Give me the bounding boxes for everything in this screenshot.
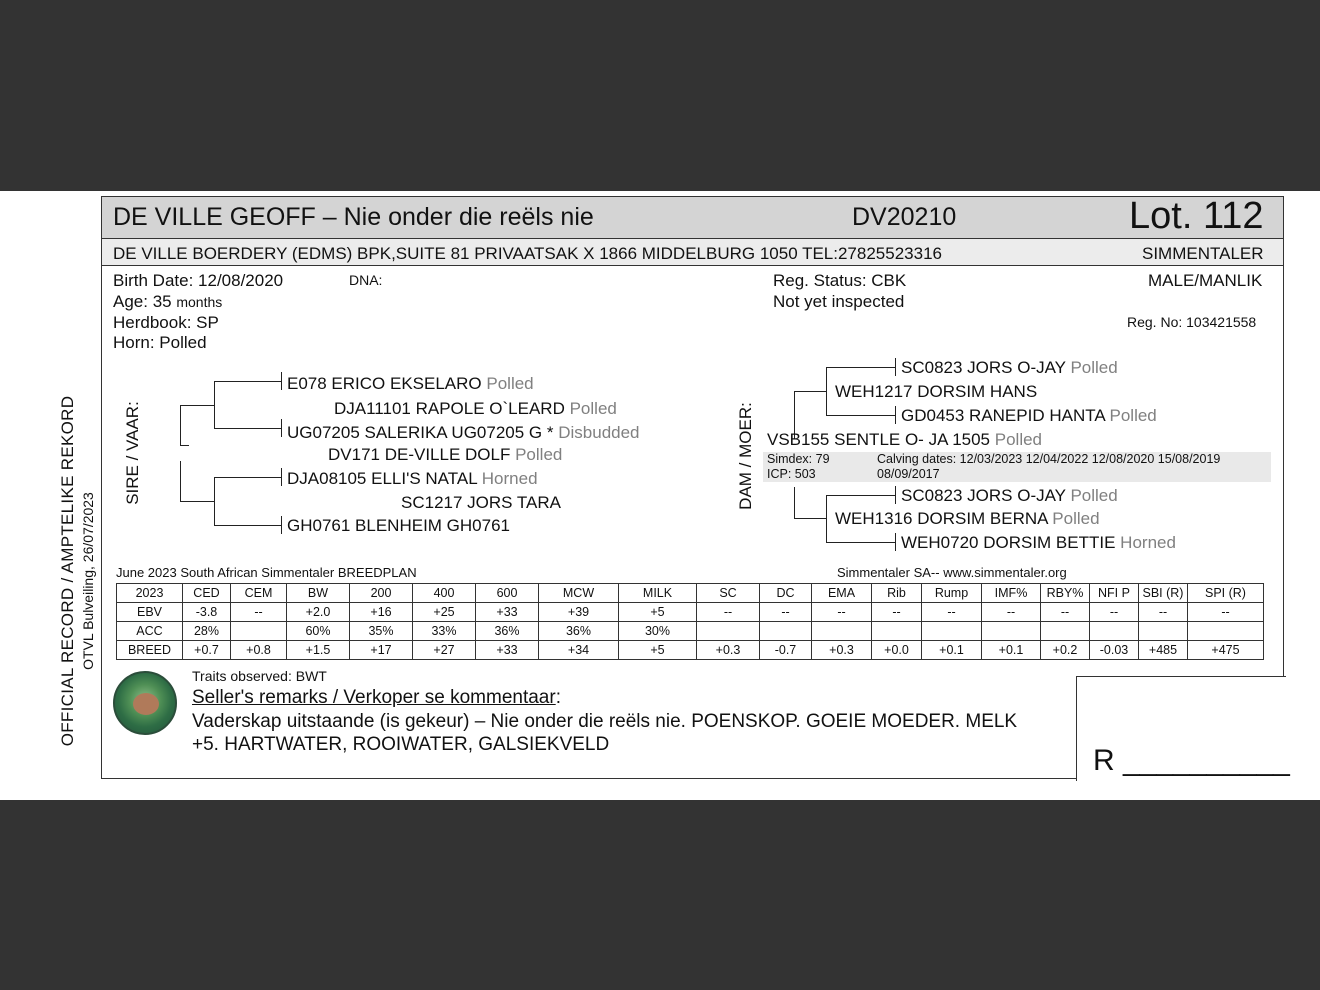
ebv-cell: +34 [539,641,619,660]
ebv-cell: +0.3 [697,641,760,660]
ebv-cell: 36% [476,622,539,641]
ebv-cell [1188,622,1264,641]
ebv-cell [1090,622,1139,641]
icp: ICP: 503 [767,467,816,481]
lot-number: Lot. 112 [1129,195,1264,237]
ebv-cell: +0.1 [982,641,1041,660]
ebv-table [116,583,1264,660]
ebv-cell: -0.7 [760,641,812,660]
remarks-line-2: +5. HARTWATER, ROOIWATER, GALSIEKVELD [192,734,610,755]
breedplan-caption: June 2023 South African Simmentaler BREEDPLAN [116,565,417,580]
ebv-cell: +0.7 [183,641,231,660]
ebv-cell: -3.8 [183,603,231,622]
ebv-cell: SPI (R) [1188,584,1264,603]
ebv-cell: +5 [619,603,697,622]
ebv-cell: 36% [539,622,619,641]
sale-label: OTVL Bulveiling, 26/07/2023 [80,492,96,670]
sex: MALE/MANLIK [1148,271,1263,290]
ebv-cell: Rump [922,584,982,603]
calving-dates: Calving dates: 12/03/2023 12/04/2022 12/08/2020 15/08/2019 [877,452,1221,466]
ebv-header-row [117,584,1264,603]
ebv-row [117,603,1264,622]
remarks-heading: Seller's remarks / Verkoper se kommentaar: [192,687,561,708]
ebv-cell: 2023 [117,584,183,603]
ebv-cell: MCW [539,584,619,603]
traits-observed: Traits observed: BWT [192,668,327,684]
ebv-cell: -- [872,603,922,622]
ebv-cell: -- [697,603,760,622]
sire-dam-sire: DJA08105 ELLI'S NATAL Horned [287,469,538,488]
ebv-cell [1139,622,1188,641]
ebv-cell: -- [812,603,872,622]
sire: DV171 DE-VILLE DOLF Polled [328,445,563,464]
reg-number: Reg. No: 103421558 [1127,314,1257,330]
ebv-cell: -- [231,603,287,622]
breedplan-site: Simmentaler SA-- www.simmentaler.org [837,565,1067,580]
ebv-cell: ACC [117,622,183,641]
ebv-cell: CEM [231,584,287,603]
ebv-cell: +475 [1188,641,1264,660]
ebv-cell: 600 [476,584,539,603]
ebv-cell: -- [982,603,1041,622]
owner-line: DE VILLE BOERDERY (EDMS) BPK,SUITE 81 PRIVAATSAK X 1866 MIDDELBURG 1050 TEL:27825523316 [113,244,942,263]
ebv-cell: 30% [619,622,697,641]
ebv-cell: +485 [1139,641,1188,660]
ebv-cell: +27 [413,641,476,660]
ebv-cell: +25 [413,603,476,622]
ebv-cell [760,622,812,641]
dam-sire-sire: SC0823 JORS O-JAY Polled [901,358,1118,377]
simdex: Simdex: 79 [767,452,830,466]
ebv-cell: EMA [812,584,872,603]
ebv-cell: -- [1041,603,1090,622]
ebv-cell: -- [1139,603,1188,622]
ebv-cell: +2.0 [287,603,350,622]
ebv-row [117,641,1264,660]
ebv-cell: Rib [872,584,922,603]
dam-dam: WEH1316 DORSIM BERNA Polled [835,509,1100,528]
ebv-cell: +33 [476,603,539,622]
ebv-cell: IMF% [982,584,1041,603]
dna-label: DNA: [349,272,383,288]
ebv-cell: -- [760,603,812,622]
ebv-cell [1041,622,1090,641]
ebv-cell: EBV [117,603,183,622]
price-field[interactable]: R __________ [1093,744,1290,777]
ebv-cell: +0.3 [812,641,872,660]
ebv-cell [982,622,1041,641]
ebv-cell: SC [697,584,760,603]
remarks-line-1: Vaderskap uitstaande (is gekeur) – Nie onder die reëls nie. POENSKOP. GOEIE MOEDER. MELK [192,711,1018,732]
dam-dam-dam: WEH0720 DORSIM BETTIE Horned [901,533,1176,552]
ebv-cell: +0.0 [872,641,922,660]
ebv-cell: +33 [476,641,539,660]
ebv-cell: CED [183,584,231,603]
ebv-cell: SBI (R) [1139,584,1188,603]
ebv-cell: BW [287,584,350,603]
ebv-cell: +16 [350,603,413,622]
dam-calving-box [763,452,1271,482]
birth-date: Birth Date: 12/08/2020 [113,271,284,290]
ebv-cell: 33% [413,622,476,641]
sire-label: SIRE / VAAR: [123,401,142,505]
ebv-cell [697,622,760,641]
dam-sire-dam: GD0453 RANEPID HANTA Polled [901,406,1157,425]
ebv-cell: +17 [350,641,413,660]
sire-sire-dam: UG07205 SALERIKA UG07205 G * Disbudded [287,423,640,442]
society-logo [113,671,177,735]
sire-dam: SC1217 JORS TARA [401,493,561,512]
animal-code: DV20210 [852,203,957,231]
ebv-cell: +0.2 [1041,641,1090,660]
ebv-cell: RBY% [1041,584,1090,603]
dam-label: DAM / MOER: [736,402,755,510]
reg-status: Reg. Status: CBK [773,271,907,290]
dam-sire: WEH1217 DORSIM HANS [835,382,1038,401]
ebv-cell: -- [1188,603,1264,622]
herdbook: Herdbook: SP [113,313,219,332]
ebv-cell [872,622,922,641]
ebv-cell: DC [760,584,812,603]
age: Age: 35 months [113,292,223,311]
dam-dam-sire: SC0823 JORS O-JAY Polled [901,486,1118,505]
ebv-cell: MILK [619,584,697,603]
ebv-cell: -- [922,603,982,622]
ebv-cell: 35% [350,622,413,641]
ebv-cell: +0.8 [231,641,287,660]
ebv-cell: +5 [619,641,697,660]
ebv-cell: 28% [183,622,231,641]
sire-dam-dam: GH0761 BLENHEIM GH0761 [287,516,510,535]
ebv-cell: 400 [413,584,476,603]
sire-sire-sire: E078 ERICO EKSELARO Polled [287,374,534,393]
horn-status: Horn: Polled [113,333,207,352]
ebv-cell [812,622,872,641]
breed-label: SIMMENTALER [1142,244,1264,263]
ebv-cell: +39 [539,603,619,622]
ebv-cell [922,622,982,641]
ebv-cell: +0.1 [922,641,982,660]
ebv-cell [231,622,287,641]
inspection-status: Not yet inspected [773,292,905,311]
ebv-cell: NFI P [1090,584,1139,603]
calving-dates-2: 08/09/2017 [877,467,940,481]
official-record-label: OFFICIAL RECORD / AMPTELIKE REKORD [58,395,77,747]
ebv-cell: 200 [350,584,413,603]
ebv-row [117,622,1264,641]
catalogue-sheet [0,191,1320,800]
ebv-cell: -- [1090,603,1139,622]
ebv-cell: -0.03 [1090,641,1139,660]
ebv-cell: 60% [287,622,350,641]
animal-name: DE VILLE GEOFF – Nie onder die reëls nie [113,203,594,231]
sire-sire: DJA11101 RAPOLE O`LEARD Polled [334,399,617,418]
dam: VSB155 SENTLE O- JA 1505 Polled [767,430,1043,449]
ebv-cell: BREED [117,641,183,660]
ebv-cell: +1.5 [287,641,350,660]
